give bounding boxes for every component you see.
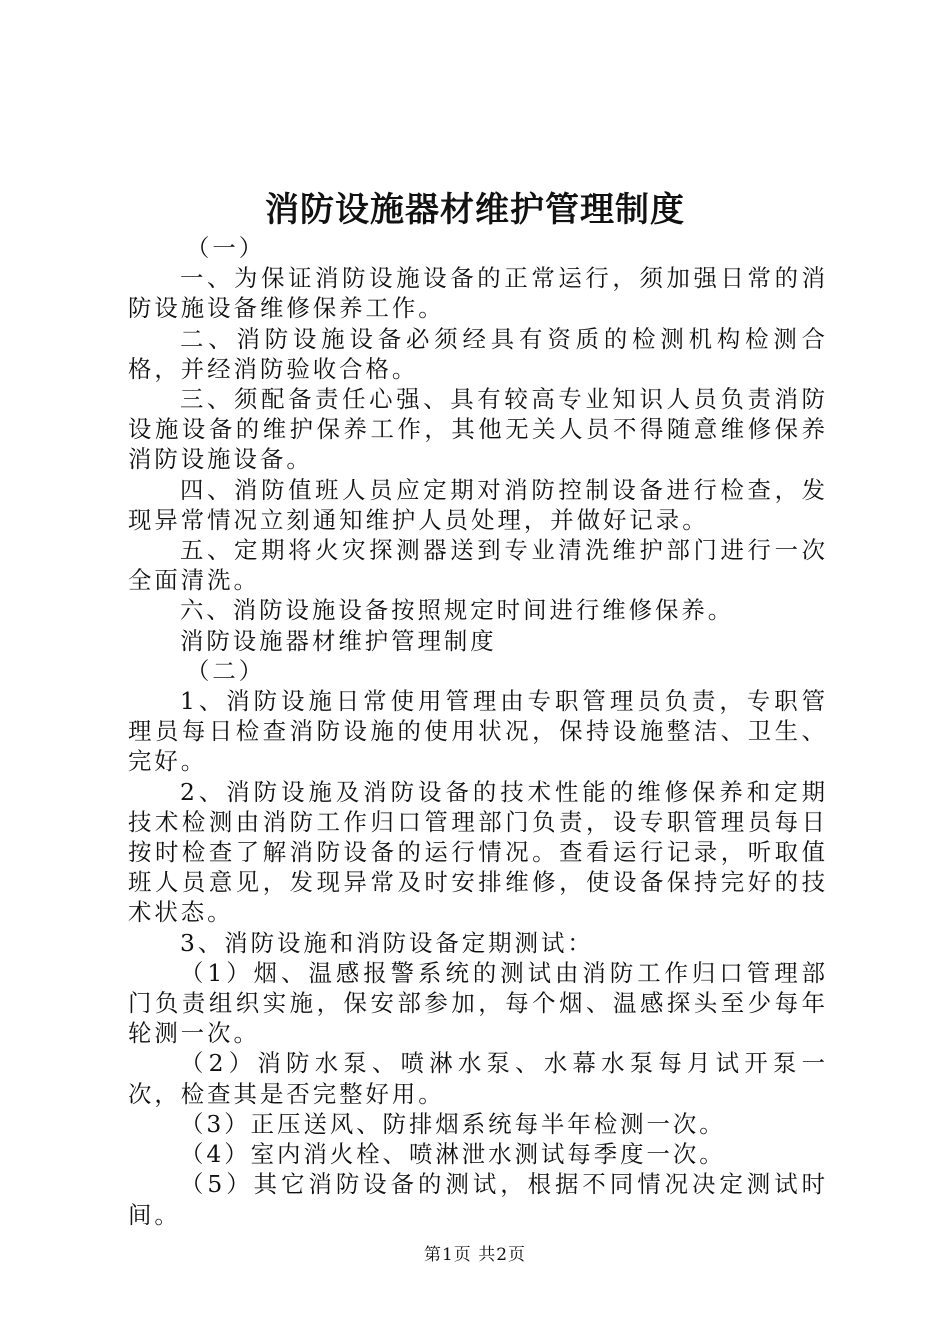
paragraph-item-6: 六、消防设施设备按照规定时间进行维修保养。 <box>180 596 735 625</box>
paragraph-test-2: （2）消防水泵、喷淋水泵、水幕水泵每月试开泵一次，检查其是否完整好用。 <box>128 1049 828 1108</box>
section-one-heading: （一） <box>186 234 266 262</box>
paragraph-rule-1: 1、消防设施日常使用管理由专职管理员负责，专职管理员每日检查消防设施的使用状况，保持设施整洁、卫生、完好。 <box>128 687 828 776</box>
document-title: 消防设施器材维护管理制度 <box>265 190 685 230</box>
paragraph-test-4: （4）室内消火栓、喷淋泄水测试每季度一次。 <box>180 1140 726 1169</box>
page-footer: 第1页 共2页 <box>423 1245 527 1265</box>
paragraph-item-2: 二、消防设施设备必须经具有资质的检测机构检测合格，并经消防验收合格。 <box>128 324 828 383</box>
paragraph-test-3: （3）正压送风、防排烟系统每半年检测一次。 <box>180 1109 726 1138</box>
paragraph-item-3: 三、须配备责任心强、具有较高专业知识人员负责消防设施设备的维护保养工作，其他无关人员不得随意维修保养消防设施设备。 <box>128 385 828 474</box>
paragraph-test-5: （5）其它消防设备的测试，根据不同情况决定测试时间。 <box>128 1170 828 1229</box>
paragraph-item-1: 一、为保证消防设施设备的正常运行，须加强日常的消防设施设备维修保养工作。 <box>128 264 828 323</box>
document-body <box>128 233 828 1230</box>
section-two-heading: （二） <box>186 656 266 685</box>
section-two-title: 消防设施器材维护管理制度 <box>180 626 497 655</box>
paragraph-item-5: 五、定期将火灾探测器送到专业清洗维护部门进行一次全面清洗。 <box>128 536 828 595</box>
paragraph-item-4: 四、消防值班人员应定期对消防控制设备进行检查，发现异常情况立刻通知维护人员处理，并做好记录。 <box>128 475 828 534</box>
paragraph-rule-2: 2、消防设施及消防设备的技术性能的维修保养和定期技术检测由消防工作归口管理部门负责，设专职管理员每日按时检查了解消防设备的运行情况。查看运行记录，听取值班人员意见，发现异常及时安排维修，使设备保持完好的技术状态。 <box>128 777 828 927</box>
paragraph-test-1: （1）烟、温感报警系统的测试由消防工作归口管理部门负责组织实施，保安部参加，每个烟、温感探头至少每年轮测一次。 <box>128 958 828 1048</box>
paragraph-rule-3: 3、消防设施和消防设备定期测试： <box>180 928 594 957</box>
